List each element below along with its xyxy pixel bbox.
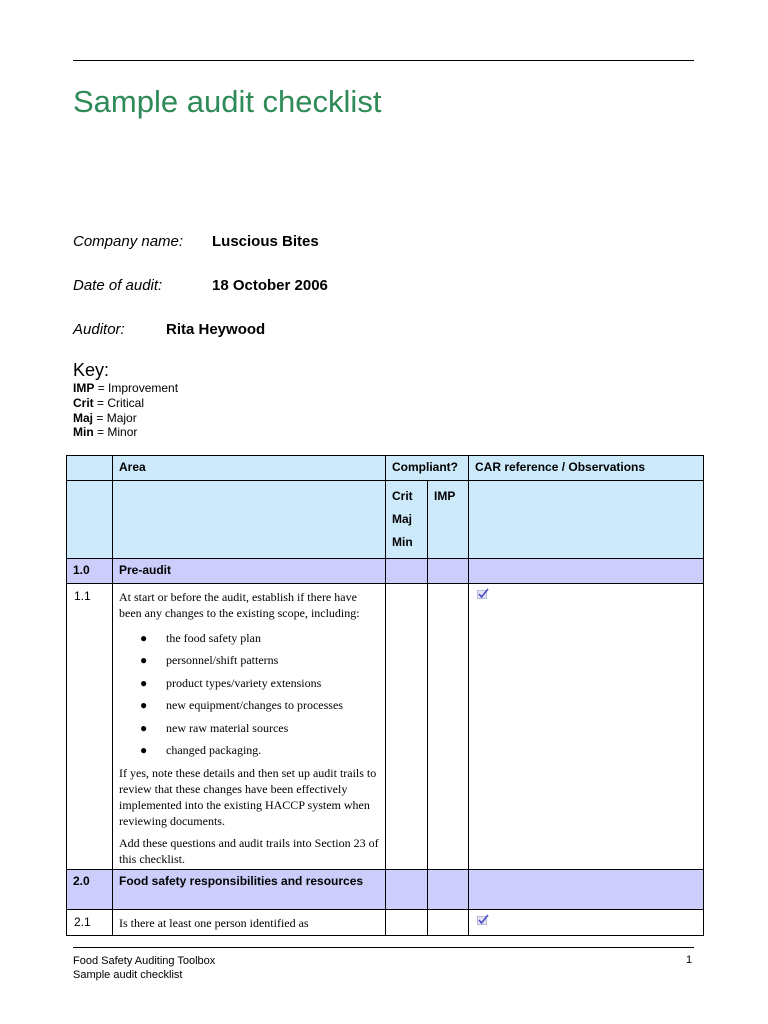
header-area-cell: Area [113,456,386,481]
item-bullet-list [119,627,379,761]
header-compliant-cell: Compliant? [386,456,469,481]
page-number: 1 [686,954,693,966]
item-intro: At start or before the audit, establish if there have been any changes to the existing scope, including: [119,590,360,620]
footer-line: Food Safety Auditing Toolbox [73,955,216,967]
list-item: ● the food safety plan [140,631,261,645]
subheader-empty-cell [113,481,386,559]
item-number: 2.1 [67,910,113,936]
compliant-severity-cell[interactable] [386,584,428,870]
compliant-imp-cell[interactable] [428,584,469,870]
audit-table [66,455,704,936]
company-label: Company name: [73,233,184,250]
date-value: 18 October 2006 [212,277,328,294]
table-header-row [67,456,704,481]
footer [73,954,215,982]
key-list [73,381,178,440]
checkmark-icon [477,914,489,928]
list-item: ● changed packaging. [140,743,262,758]
compliant-severity-cell[interactable] [386,910,428,936]
header-car-cell: CAR reference / Observations [469,456,704,481]
auditor-label: Auditor: [73,321,125,338]
checkmark-icon [477,588,489,602]
list-item: ● new equipment/changes to processes [140,698,343,713]
company-value: Luscious Bites [212,233,319,250]
key-title: Key: [73,360,110,380]
item-text-cell: Is there at least one person identified as [113,910,386,936]
key-item: Crit = Critical [73,395,145,410]
key-item: Maj = Major [73,410,137,425]
auditor-value: Rita Heywood [166,321,266,338]
subheader-imp-cell: IMP [428,481,469,559]
observations-cell[interactable] [469,584,704,870]
key-item: IMP = Improvement [73,381,179,395]
section-title: Pre-audit [113,559,386,584]
header-num-cell [67,456,113,481]
list-item: ● new raw material sources [140,720,289,735]
item-number: 1.1 [67,584,113,870]
section-title: Food safety responsibilities and resources [113,870,386,910]
list-item: ● product types/variety extensions [140,675,322,690]
compliant-imp-cell[interactable] [428,910,469,936]
table-row [67,584,704,870]
table-row [67,910,704,936]
footer-rule [73,947,694,948]
subheader-severity-cell: Crit Maj Min [386,481,428,559]
page-title: Sample audit checklist [73,84,382,119]
section-row [67,870,704,910]
item-text-cell [113,584,386,870]
top-rule [73,60,694,61]
date-label: Date of audit: [73,277,163,294]
section-number: 1.0 [67,559,113,584]
table-subheader-row [67,481,704,559]
item-paragraph: Add these questions and audit trails into Section 23 of this checklist. [119,836,379,867]
section-number: 2.0 [67,870,113,910]
footer-line: Sample audit checklist [73,969,183,981]
section-row [67,559,704,584]
observations-cell[interactable] [469,910,704,936]
item-paragraph: If yes, note these details and then set up audit trails to review that these changes have been effectively implemented into the existing HACCP system when reviewing documents. [119,766,377,829]
list-item: ● personnel/shift patterns [140,653,279,668]
subheader-empty-cell [67,481,113,559]
key-item: Min = Minor [73,425,138,440]
subheader-empty-cell [469,481,704,559]
